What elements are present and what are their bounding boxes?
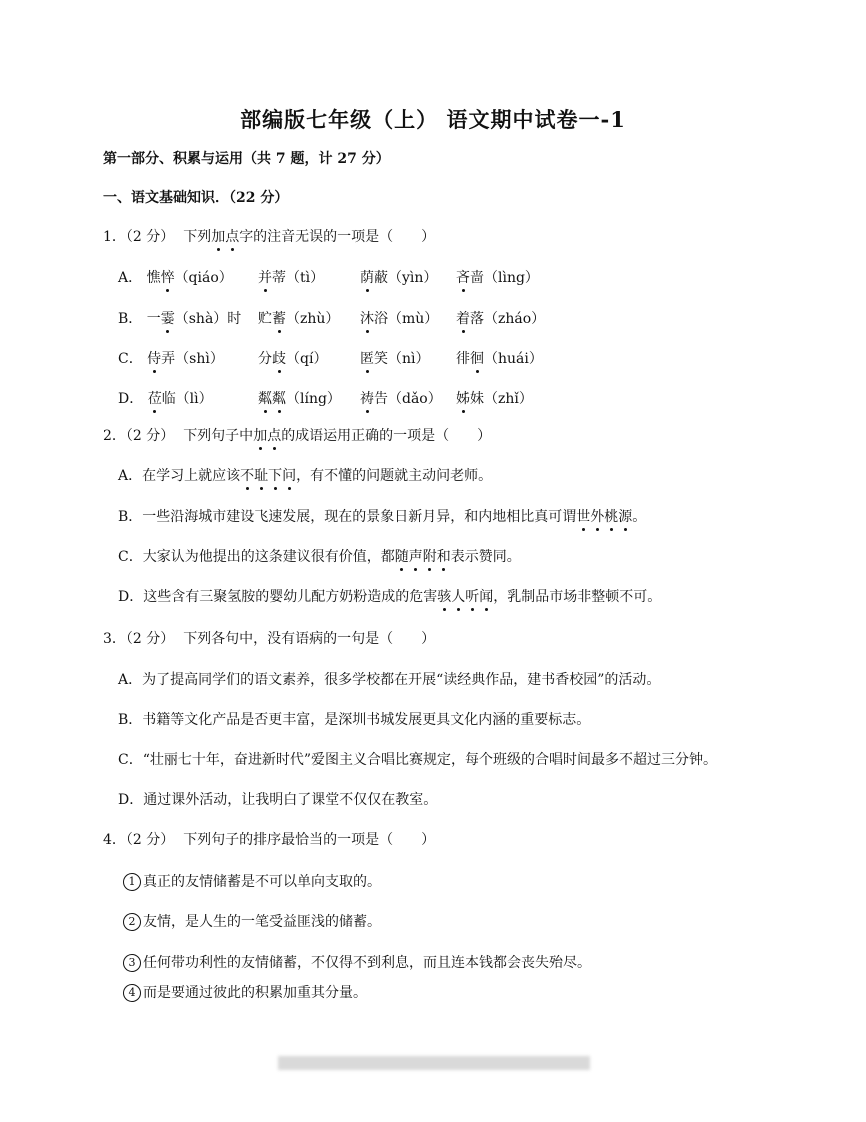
part-heading: 第一部分、积累与运用（共 7 题，计 27 分） xyxy=(103,151,390,167)
question-2-option-c: C．大家认为他提出的这条建议很有价值，都随声附和表示赞同。 xyxy=(118,549,521,565)
question-3-stem: 3．（2 分） 下列各句中，没有语病的一句是（ ） xyxy=(103,631,436,647)
dotted-char: 听 xyxy=(465,589,480,605)
dotted-char: 闻 xyxy=(479,589,494,605)
dotted-char: 祷 xyxy=(360,391,374,407)
question-3-option-b: B．书籍等文化产品是否更丰富，是深圳书城发展更具文化内涵的重要标志。 xyxy=(118,712,591,728)
dotted-char: 姊 xyxy=(456,391,470,407)
question-1-option-b-word-2: 贮蓄（zhù） xyxy=(258,311,340,327)
dotted-char: 桃 xyxy=(604,509,619,525)
dotted-char: 和 xyxy=(436,549,451,565)
question-4-item-1: 1 真正的友情储蓄是不可以单向支取的。 xyxy=(123,872,381,892)
dotted-char: 外 xyxy=(590,509,605,525)
dotted-char: 点 xyxy=(225,229,240,245)
page-title: 部编版七年级（上） 语文期中试卷一-1 xyxy=(240,107,626,132)
dotted-char: 悴 xyxy=(160,270,175,286)
dotted-char: 声 xyxy=(408,549,423,565)
question-1-option-c-word-1: C． 侍弄（shì） xyxy=(118,351,224,367)
question-4-item-3: 3 任何带功利性的友情储蓄，不仅得不到利息，而且连本钱都会丧失殆尽。 xyxy=(123,953,591,973)
question-3-option-c: C．“壮丽七十年，奋进新时代”爱图主义合唱比赛规定，每个班级的合唱时间最多不超过三分钟。 xyxy=(118,752,718,768)
question-1-option-a-word-2: 并蒂（tì） xyxy=(258,270,325,286)
dotted-char: 莅 xyxy=(147,391,162,407)
dotted-char: 问 xyxy=(282,468,297,484)
dotted-char: 侍 xyxy=(147,351,162,367)
question-1-option-c-word-2: 分歧（qí） xyxy=(258,351,328,367)
dotted-char: 世 xyxy=(576,509,591,525)
dotted-char: 下 xyxy=(268,468,283,484)
question-3-option-d: D．通过课外活动，让我明白了课堂不仅仅在教室。 xyxy=(118,792,438,808)
circled-number: 4 xyxy=(123,984,141,1002)
dotted-text xyxy=(253,428,281,444)
question-1-option-d-word-4: 姊妹（zhǐ） xyxy=(456,391,533,407)
dotted-char: 并 xyxy=(258,270,272,286)
question-1-option-a-word-4: 吝啬（lìng） xyxy=(456,270,539,286)
dotted-char: 沐 xyxy=(360,311,374,327)
dotted-char: 着 xyxy=(456,311,470,327)
dotted-char: 粼 xyxy=(272,391,286,407)
question-1-option-d-word-3: 祷告（dǎo） xyxy=(360,391,442,407)
circled-number: 3 xyxy=(123,954,141,972)
question-2-stem: 2．（2 分） 下列句子中加点的成语运用正确的一项是（ ） xyxy=(103,428,492,444)
dotted-char: 不 xyxy=(240,468,255,484)
dotted-char: 骇 xyxy=(437,589,452,605)
dotted-char: 徊 xyxy=(470,351,484,367)
question-1-option-d-word-1: D． 莅临（lì） xyxy=(118,391,213,407)
question-4-stem: 4．（2 分） 下列句子的排序最恰当的一项是（ ） xyxy=(103,832,436,848)
dotted-char: 耻 xyxy=(254,468,269,484)
section-heading: 一、语文基础知识．（22 分） xyxy=(103,190,289,206)
dotted-char: 加 xyxy=(211,229,226,245)
question-1-option-b-word-4: 着落（zháo） xyxy=(456,311,546,327)
question-4-item-4: 4 而是要通过彼此的积累加重其分量。 xyxy=(123,983,367,1003)
question-1-option-b-word-1: B． 一霎（shà）时 xyxy=(118,311,242,327)
question-2-option-a: A．在学习上就应该不耻下问，有不懂的问题就主动问老师。 xyxy=(118,468,493,484)
dotted-char: 点 xyxy=(267,428,282,444)
question-1-option-a-word-3: 荫蔽（yìn） xyxy=(360,270,438,286)
question-2-option-d: D．这些含有三聚氢胺的婴幼儿配方奶粉造成的危害骇人听闻，乳制品市场非整顿不可。 xyxy=(118,589,662,605)
dotted-char: 蓄 xyxy=(272,311,286,327)
dotted-char: 附 xyxy=(422,549,437,565)
dotted-char: 源 xyxy=(618,509,633,525)
circled-number: 2 xyxy=(123,913,141,931)
dotted-char: 随 xyxy=(394,549,409,565)
dotted-char: 吝 xyxy=(456,270,470,286)
dotted-char: 荫 xyxy=(360,270,374,286)
question-1-option-b-word-3: 沐浴（mù） xyxy=(360,311,439,327)
footer-blurred-text xyxy=(278,1056,590,1070)
question-4-item-2: 2 友情，是人生的一笔受益匪浅的储蓄。 xyxy=(123,912,381,932)
question-1-stem: 1．（2 分） 下列加点字的注音无误的一项是（ ） xyxy=(103,229,436,245)
question-3-option-a: A．为了提高同学们的语文素养，很多学校都在开展“读经典作品，建书香校园”的活动。 xyxy=(118,672,661,688)
dotted-char: 霎 xyxy=(160,311,175,327)
dotted-char: 粼 xyxy=(258,391,272,407)
dotted-char: 歧 xyxy=(272,351,286,367)
dotted-char: 人 xyxy=(451,589,466,605)
dotted-char: 加 xyxy=(253,428,268,444)
dotted-text xyxy=(211,229,239,245)
question-1-option-c-word-3: 匿笑（nì） xyxy=(360,351,430,367)
question-1-option-c-word-4: 徘徊（huái） xyxy=(456,351,543,367)
question-1-option-a-word-1: A． 憔悴（qiáo） xyxy=(118,270,233,286)
circled-number: 1 xyxy=(123,873,141,891)
question-1-option-d-word-2: 粼粼（líng） xyxy=(258,391,341,407)
question-2-option-b: B．一些沿海城市建设飞速发展，现在的景象日新月异，和内地相比真可谓世外桃源。 xyxy=(118,509,647,525)
dotted-char: 匿 xyxy=(360,351,374,367)
